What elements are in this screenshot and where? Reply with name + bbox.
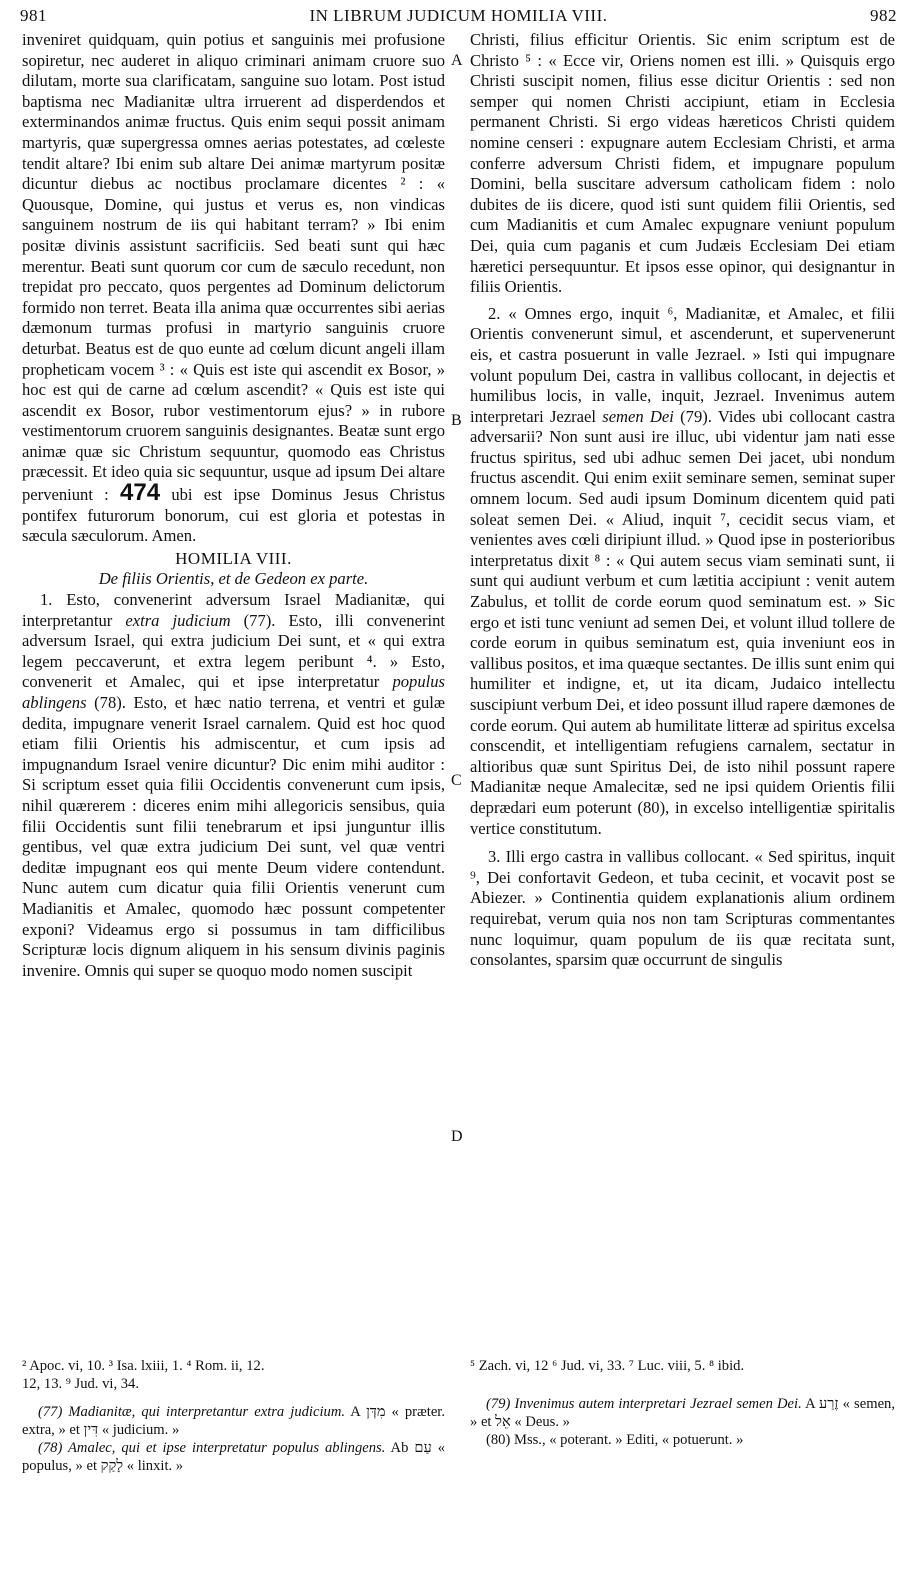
left-paragraph-2-text-c: (78). Esto, et hæc natio terrena, et ventri et gulæ dedita, impugnare venerit Israel carnalem. Quid est hoc quod etiam filii Orientis his admiscentur, et cum ipsis ad impugnandum Israel venire dicuntur? Dic enim mihi auditor : Si scriptum esset quia filii Occidentis convenerunt cum ipsis, nihil quærerem : diceres enim mihi allegoricis sensibus, quia filii Occidentis sunt filii tenebrarum et ipsi junguntur illis gentibus, vel quæ extra judicium Dei sunt, vel quæ ventri deditæ impugnant eos qui mente Deum videre contendunt. Nunc autem cum dicatur quia filii Orientis venerunt cum Madianitis et Amalec, quomodo hæc possunt competenter exponi? Videamus ergo si possumus in tam difficilibus Scripturæ locis dignum aliquem in his sensum divinis paginis invenire. Omnis qui super se quoquo modo nomen suscipit bbox=[22, 693, 445, 980]
italic-phrase-semen-dei: semen Dei bbox=[602, 406, 674, 426]
footnote-79 bbox=[470, 1395, 895, 1431]
right-paragraph-3: 3. Illi ergo castra in vallibus collocant. « Sed spiritus, inquit ⁹, Dei confortavit Gedeon, et tuba cecinit, et vocavit post se Abiezer. » Continentia quidem explanationis alium ordinem requirebat, verum quia nos non tam Scripturas commentantes nunc loquimur, quam populum de iis quæ recitata sunt, consolantes, sparsim quæ occurrunt de singulis bbox=[470, 847, 895, 970]
scripture-refs-right: ⁵ Zach. vi, 12 ⁶ Jud. vi, 33. ⁷ Luc. viii, 5. ⁸ ibid. bbox=[470, 1358, 745, 1374]
page-number-right: 982 bbox=[870, 6, 897, 25]
scripture-refs-left-2: 12, 13. ⁹ Jud. vi, 34. bbox=[22, 1376, 139, 1392]
footnote-77-text: A מִדְּן « præter. extra, » et דִּין « judicium. » bbox=[22, 1404, 446, 1438]
margin-marker-c: C bbox=[451, 772, 462, 789]
footnote-79-lemma: (79) Invenimus autem interpretari Jezrael semen Dei. bbox=[486, 1396, 802, 1412]
scripture-refs-left-1: ² Apoc. vi, 10. ³ Isa. lxiii, 1. ⁴ Rom. ii, 12. bbox=[22, 1358, 265, 1374]
homily-subtitle: De filiis Orientis, et de Gedeon ex parte. bbox=[98, 569, 369, 589]
running-header bbox=[20, 6, 897, 30]
right-column bbox=[470, 30, 895, 971]
margin-marker-a: A bbox=[451, 52, 463, 69]
right-paragraph-2 bbox=[470, 304, 895, 839]
footnote-80: (80) Mss., « poterant. » Editi, « potuerunt. » bbox=[486, 1432, 744, 1448]
italic-phrase-extra-judicium: extra judicium bbox=[125, 610, 231, 630]
footnote-79-text: A זֶרַע « semen, » et אֵל « Deus. » bbox=[470, 1396, 895, 1430]
italic-phrase-populus-ablingens: populus ablingens bbox=[22, 672, 445, 712]
right-paragraph-1: Christi, filius efficitur Orientis. Sic enim scriptum est de Christo ⁵ : « Ecce vir, Oriens nomen est illi. » Quisquis ergo Christi suscipit nomen, filius esse dicitur Orientis : sed non semper qui nomen Christi accipiunt, etiam in Ecclesia permanent Christi. Si ergo videas hæreticos Christi quidem nomine censeri : expugnare autem Ecclesiam Christi, et arma conferre adversum Christi fidem, et impugnare populum Domini, bella suscitare adversum catholicam fidem : nolo dubites de iis dicere, quod isti sunt quidem filii Orientis, sed cum Madianitis et cum Amalec expugnare veniunt populum Dei, quia cum paganis et cum Judæis Ecclesiam Dei etiam hæretici persequuntur. Et ipsos esse opinor, qui designantur in filiis Orientis. bbox=[470, 30, 895, 297]
left-paragraph-2-text-b: (77). Esto, illi convenerint adversum Israel, qui extra judicium Dei sunt, et « qui extra legem peccaverunt, et extra legem peribunt ⁴. » Esto, convenerit et Amalec, qui et ipse interpretatur bbox=[22, 610, 445, 692]
left-paragraph-2 bbox=[22, 590, 445, 981]
footnote-77-lemma: (77) Madianitæ, qui interpretantur extra judicium. bbox=[38, 1404, 346, 1420]
left-paragraph-1-end: ubi est ipse Dominus Jesus Christus pontifex futurorum bonorum, cui est gloria et potestas in sæcula sæculorum. Amen. bbox=[22, 485, 445, 546]
margin-marker-b: B bbox=[451, 412, 462, 429]
footnote-78 bbox=[22, 1439, 445, 1475]
page-number-left: 981 bbox=[20, 6, 47, 25]
footnote-78-text: Ab עַם « populus, » et לָקַק « linxit. » bbox=[22, 1440, 445, 1474]
left-paragraph-2-text-a: 1. Esto, convenerint adversum Israel Madianitæ, qui interpretantur bbox=[22, 590, 445, 630]
footnote-77 bbox=[22, 1403, 445, 1439]
footnotes-left bbox=[22, 1357, 445, 1475]
left-column bbox=[22, 30, 445, 981]
left-paragraph-1-text: inveniret quidquam, quin potius et sanguinis mei profusione sopiretur, nec auderet in aliquo criminari animam cruore suo dilutam, morte sua clarificatam, sanguine suo lotam. Post istud baptisma nec Madianitæ ultra irruerent ad disperdendos et exterminandos animæ fructus. Quis enim sequi possit animam martyris, quæ supergressa omnes aerias potestates, ad cœleste tendit altare? Ibi enim sub altare Dei animæ martyrum positæ dicuntur diebus ac noctibus proclamare dicentes ² : « Quousque, Domine, qui justus et verus es, non vindicas sanguinem nostrum de iis qui habitant terram? » Ibi enim positæ divinis assistunt sacrificiis. Sed beati sunt qui hæc merentur. Beati sunt quorum cor cum de sæculo recedunt, non trepidat pro peccato, quos pergentes ad Dominum delictorum formido non terret. Beata illa anima quæ occurrentes sibi aerias dæmonum turmas profusi in martyrio sanguinis cruore deturbat. Beatus est de quo eunte ad cœlum dicunt angeli illam propheticam vocem ³ : « Quis est iste qui ascendit ex Bosor, » hoc est qui de carne ad cœlum ascendit? « Quis est iste qui ascendit ex Bosor, rubor vestimentorum ejus? » in rubore vestimentorum cruorem sanguinis designantes. Beatæ sunt ergo animæ quæ sic Christum sequuntur, quomodo eas Christus præcessit. Et ideo quia sic sequuntur, usque ad ipsum Dei altare perveniunt : bbox=[22, 30, 445, 505]
right-paragraph-2-text-a: 2. « Omnes ergo, inquit ⁶, Madianitæ, et Amalec, et filii Orientis convenerunt simul, et ascenderunt, et supervenerunt eis, et castra posuerunt in valle Jezrael. » Isti qui impugnare volunt populum Dei, castra in vallibus collocant, in dejectis et humilibus locis, in valle, inquit, Jezrael. Invenimus autem interpretari Jezrael bbox=[470, 303, 895, 426]
left-paragraph-1 bbox=[22, 30, 445, 547]
margin-page-number: 474 bbox=[120, 479, 161, 507]
margin-marker-d: D bbox=[451, 1128, 463, 1145]
homily-title: HOMILIA VIII. bbox=[175, 548, 292, 568]
right-paragraph-2-text-b: (79). Vides ubi collocant castra adversarii? Non sunt ausi ire illuc, ubi videntur jam nati esse fructus spiritus, sed ubi adhuc semen Dei jacet, ubi nondum fructus ascendit. Qui enim exiit seminare semen, seminat super omnem locum. Sed audi ipsum Dominum dicentem quid pati soleat semen Dei. « Aliud, inquit ⁷, cecidit secus viam, et venientes aves cœli diripiunt illud. » Quod ipse in posterioribus interpretatus dixit ⁸ : « Qui autem secus viam seminati sunt, ii sunt qui audiunt verbum et cum lætitia accipiunt : venit autem Zabulus, et tollit de corde eorum quod seminatum est. » Sic ergo et isti tunc veniunt ad semen Dei, et volunt illud tollere de corde eorum in quibus seminatum est, quia inveniunt eos in vallibus positos, et ima quæque sectantes. De illis sunt enim qui humiliter et indigne, et, ut ita dicam, Judaico intellectu suscipiunt verbum Dei, et ideo possunt illud rapere dæmones de corde eorum. Qui autem ab humilitate litteræ ad spiritus excelsa conscendit, et intelligentiam refugiens carnalem, sectatur in altioribus quæ sunt Spiritus Dei, de isto nihil possunt rapere Madianitæ neque Amalecitæ, sed ne ipsi quidem Orientis filii deprædari eum poterunt (80), in excelso intelligentiæ spiritalis vertice constitutum. bbox=[470, 406, 895, 838]
running-title: IN LIBRUM JUDICUM HOMILIA VIII. bbox=[309, 6, 608, 25]
footnote-78-lemma: (78) Amalec, qui et ipse interpretatur populus ablingens. bbox=[38, 1440, 386, 1456]
footnotes-right bbox=[470, 1357, 895, 1449]
